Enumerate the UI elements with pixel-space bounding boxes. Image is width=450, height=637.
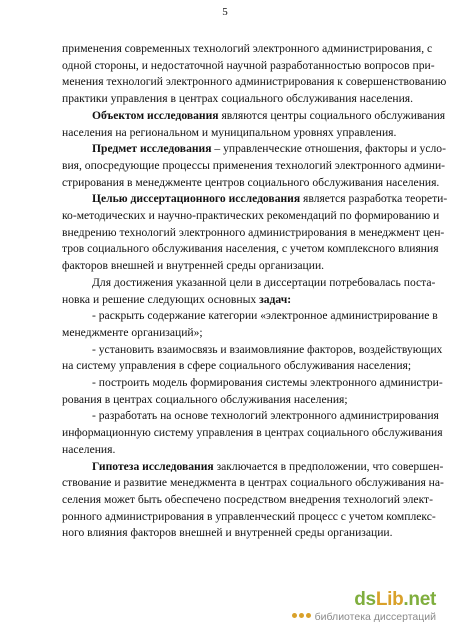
task-item: - разработать на основе технологий электронного администрирования bbox=[92, 409, 439, 423]
text-line: Для достижения указанной цели в диссертации потребовалась поста- bbox=[92, 275, 436, 289]
text-line: тров социального обслуживания населения, с учетом комплексного влияния bbox=[62, 242, 439, 256]
logo-lib: Lib bbox=[375, 589, 404, 610]
logo-net: .net bbox=[403, 589, 436, 610]
text-run: заключается в предположении, что совершен- bbox=[213, 459, 444, 473]
text-line: стрирования в менеджменте центров социального обслуживания населения. bbox=[62, 175, 440, 189]
page-number: 5 bbox=[222, 6, 228, 18]
text-line: на систему управления в сфере социального обслуживания населения; bbox=[62, 359, 412, 373]
watermark-tagline bbox=[291, 611, 436, 623]
hypothesis-heading: Гипотеза исследования bbox=[92, 459, 214, 473]
task-item: - раскрыть содержание категории «электронное администрирование в bbox=[92, 309, 438, 323]
subject-paragraph-first-line bbox=[62, 141, 446, 158]
tasks-intro-line bbox=[62, 292, 410, 309]
document-body bbox=[62, 41, 448, 542]
task-item: - установить взаимосвязь и взаимовлияние факторов, воздействующих bbox=[92, 342, 443, 356]
tasks-heading: задач: bbox=[259, 292, 292, 306]
text-line: ного влияния факторов внешней и внутренней среды организации. bbox=[62, 526, 393, 540]
text-line: практики управления в центрах социального обслуживания населения. bbox=[62, 92, 414, 106]
goal-heading: Целью диссертационного исследования bbox=[92, 192, 301, 206]
logo-ds: ds bbox=[354, 589, 376, 610]
text-line: информационную систему управления в центрах социального обслуживания bbox=[62, 426, 443, 440]
text-line: одной стороны, и недостаточной научной разработанностью вопросов при- bbox=[62, 58, 435, 72]
text-run: новка и решение следующих основных bbox=[62, 292, 260, 306]
text-line: менения технологий электронного администрирования к совершенствованию bbox=[62, 75, 447, 89]
dslib-watermark bbox=[306, 589, 436, 629]
object-heading: Объектом исследования bbox=[92, 108, 219, 122]
text-line: ствование и развитие менеджмента в центрах социального обслуживания на- bbox=[62, 476, 444, 490]
text-run: является разработка теорети- bbox=[300, 192, 448, 206]
text-line: применения современных технологий электронного администрирования, с bbox=[62, 42, 433, 55]
goal-paragraph-first-line bbox=[62, 191, 448, 208]
tagline-text: библиотека диссертаций bbox=[314, 611, 436, 623]
text-line: населения на региональном и муниципальном уровнях управления. bbox=[62, 125, 397, 139]
text-line: рования в центрах социального обслуживания населения; bbox=[62, 392, 348, 406]
object-paragraph-first-line bbox=[62, 108, 446, 125]
text-line: селения может быть обеспечено посредством внедрения технологий элект- bbox=[62, 492, 433, 506]
dot-icon bbox=[299, 613, 304, 618]
text-line: вия, опосредующие процессы применения технологий электронного админи- bbox=[62, 158, 446, 172]
text-line: ронного администрирования в управленческий процесс с учетом комплекс- bbox=[62, 509, 436, 523]
text-line: ко-методических и научно-практических рекомендаций по формированию и bbox=[62, 209, 440, 223]
subject-heading: Предмет исследования bbox=[92, 142, 212, 156]
text-run: являются центры социального обслуживания bbox=[218, 108, 446, 122]
text-line: факторов внешней и внутренней среды организации. bbox=[62, 259, 325, 273]
task-item: - построить модель формирования системы электронного администри- bbox=[92, 376, 443, 390]
text-line: внедрению технологий электронного администрирования в менеджмент цен- bbox=[62, 225, 445, 239]
dot-icon bbox=[292, 613, 297, 618]
dslib-logo bbox=[354, 589, 436, 611]
text-line: населения. bbox=[62, 442, 116, 456]
dot-icon bbox=[306, 613, 311, 618]
text-run: – управленческие отношения, факторы и усло- bbox=[211, 142, 446, 156]
hypothesis-paragraph-first-line bbox=[62, 459, 444, 476]
text-line: менеджменте организаций»; bbox=[62, 325, 203, 339]
